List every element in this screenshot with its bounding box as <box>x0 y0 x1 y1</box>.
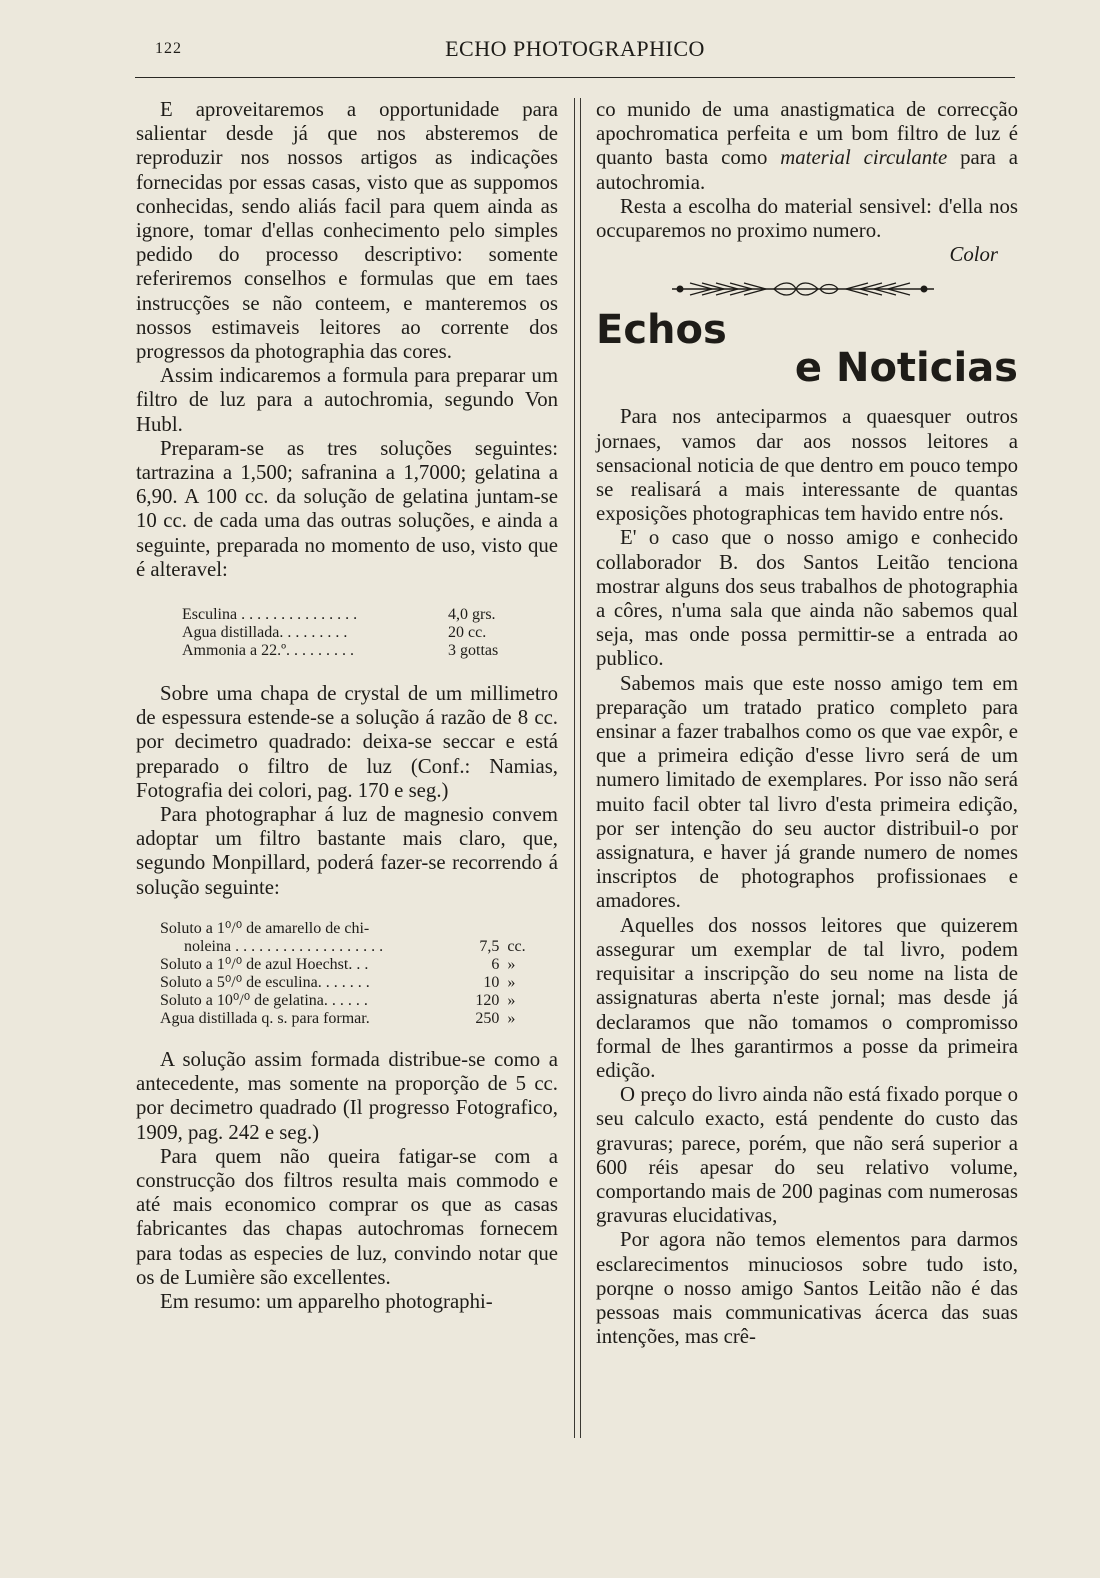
paragraph: Sabemos mais que este nosso amigo tem em preparação um tratado pratico completo para ensinar a fazer trabalhos como os que vae expôr, e que a primeira edição d'esse livro será de um numero limitado de exemplares. Por isso não será muito facil obter tal livro d'esta primeira edição, por ser intenção do seu auctor distribuil-o por assignatura, e haver já grande numero de nomes inscriptos de photographos profissionaes e amadores. <box>596 671 1018 913</box>
paragraph: Para quem não queira fatigar-se com a construcção dos filtros resulta mais commodo e até mais economico comprar os que as casas fabricantes das chapas autochromas fornecem para todas as especies de luz, convindo notar que os de Lumière são excellentes. <box>136 1144 558 1289</box>
recipe-table-esculina <box>182 606 530 660</box>
paragraph-text: para a autochromia. <box>596 146 1018 194</box>
ingredient-unit <box>507 920 540 938</box>
right-column <box>596 98 1018 1349</box>
paragraph: Resta a escolha do material sensivel: d'ella nos occuparemos no proximo numero. <box>596 194 1018 243</box>
paragraph: Em resumo: um apparelho photographi- <box>160 1289 493 1313</box>
ingredient-quantity: 7,5 <box>479 937 500 955</box>
author-signature: Color <box>949 243 998 267</box>
ingredient-name: Esculina . . . . . . . . . . . . . . . <box>182 606 358 624</box>
ingredient-unit: » <box>507 955 516 973</box>
recipe-row <box>160 920 540 938</box>
ingredient-quantity: 250 <box>475 1009 500 1027</box>
column-divider <box>580 98 581 1438</box>
recipe-row <box>182 624 530 642</box>
recipe-row <box>160 956 540 974</box>
recipe-row <box>160 1010 540 1028</box>
section-heading-line: e Noticias <box>794 345 1018 392</box>
page-header <box>135 36 1015 70</box>
paragraph: O preço do livro ainda não está fixado porque o seu calculo exacto, está pendente do custo das gravuras; parece, porém, que não será superior a 600 réis apesar do seu relativo volume, comportando mais de 200 paginas com numerosas gravuras elucidativas, <box>596 1083 1018 1228</box>
ingredient-name: Soluto a 1⁰/⁰ de amarello de chi- <box>160 919 370 937</box>
ingredient-name: Soluto a 10⁰/⁰ de gelatina. . . . . . <box>160 991 368 1009</box>
recipe-row <box>160 974 540 992</box>
ingredient-name: Soluto a 1⁰/⁰ de azul Hoechst. . . <box>160 955 369 973</box>
recipe-table-magnesio <box>160 920 540 1028</box>
paragraph-text: co munido de uma anastigmatica de correcção apochromatica perfeita e um bom filtro de luz é quanto basta como <box>596 98 1018 170</box>
ornamental-divider <box>672 281 1018 297</box>
paragraph: Preparam-se as tres soluções seguintes: tartrazina a 1,500; safranina a 1,7000; gelatina a 6,90. A 100 cc. da solução de gelatina juntam-se 10 cc. de cada uma das outras soluções, e ainda a seguinte, preparada no momento de uso, visto que é alteravel: <box>136 436 558 581</box>
ingredient-quantity <box>461 920 508 938</box>
column-divider <box>574 98 575 1438</box>
paragraph: Para nos anteciparmos a quaesquer outros jornaes, vamos dar aos nossos leitores a sensacional noticia de que dentro em pouco tempo se realisará a mais interessante de quantas exposições photographicas tem havido entre nós. <box>596 405 1018 526</box>
ingredient-unit: » <box>507 1009 516 1027</box>
recipe-row <box>160 938 540 956</box>
ingredient-quantity: 120 <box>475 991 500 1009</box>
ingredient-name: noleina . . . . . . . . . . . . . . . . . . . <box>184 937 384 955</box>
ingredient-quantity: 6 <box>491 955 500 973</box>
paragraph: Para photographar á luz de magnesio convem adoptar um filtro bastante mais claro, que, segundo Monpillard, poderá fazer-se recorrendo á solução seguinte: <box>136 803 558 899</box>
page-number: 122 <box>155 40 182 57</box>
paragraph: A solução assim formada distribue-se como a antecedente, mas somente na proporção de 5 cc. por decimetro quadrado (Il progresso Fotografico, 1909, pag. 242 e seg.) <box>136 1047 558 1144</box>
section-heading <box>596 307 1018 392</box>
paragraph: Assim indicaremos a formula para preparar um filtro de luz para a autochromia, segundo Von Hubl. <box>136 364 558 436</box>
ingredient-quantity: 10 <box>483 973 500 991</box>
ingredient-quantity: 4,0 grs. <box>448 606 496 624</box>
ingredient-name: Agua distillada. . . . . . . . . <box>182 624 348 642</box>
paragraph: Sobre uma chapa de crystal de um millimetro de espessura estende-se a solução á razão de 8 cc. por decimetro quadrado: deixa-se seccar e está preparado o filtro de luz (Conf.: Namias, Fotografia dei colori, pag. 170 e seg.) <box>136 682 558 802</box>
ingredient-unit: » <box>507 973 516 991</box>
paragraph <box>596 98 1018 195</box>
ingredient-quantity: 3 gottas <box>448 642 499 660</box>
ingredient-name: Agua distillada q. s. para formar. <box>160 1009 370 1027</box>
ingredient-unit: cc. <box>507 937 526 955</box>
italic-term: material circulante <box>780 146 948 170</box>
recipe-row <box>182 606 530 624</box>
paragraph: Aquelles dos nossos leitores que quizerem assegurar um exemplar de tal livro, podem requisitar a inscripção do seu nome na lista de assignaturas aberta n'este jornal; mas desde já declaramos que não tomamos o compromisso formal de lhes garantirmos a posse da primeira edição. <box>596 913 1018 1082</box>
recipe-row <box>182 642 530 660</box>
section-heading-line: Echos <box>596 307 727 354</box>
header-rule <box>135 77 1015 78</box>
ingredient-quantity: 20 cc. <box>448 624 487 642</box>
ingredient-unit: » <box>507 991 516 1009</box>
ingredient-name: Ammonia a 22.º. . . . . . . . . <box>182 642 355 660</box>
paragraph: E aproveitaremos a opportunidade para salientar desde já que nos absteremos de reproduzir nos nossos artigos as indicações fornecidas por essas casas, visto que as suppomos conhecidas, sendo aliás facil para quem ainda as ignore, tomar d'ellas conhecimento pelo simples pedido do processo descriptivo: somente referiremos conselhos e formulas que em taes instrucções se não conteem, e manteremos os nossos estimaveis leitores ao corrente dos progressos da photographia das cores. <box>136 98 558 364</box>
paragraph: Por agora não temos elementos para darmos esclarecimentos minuciosos sobre tudo isto, porqne o nosso amigo Santos Leitão não é das pessoas mais communicativas ácerca das suas intenções, mas crê- <box>596 1228 1018 1349</box>
paragraph: E' o caso que o nosso amigo e conhecido collaborador B. dos Santos Leitão tenciona mostrar alguns dos seus trabalhos de photographia a côres, n'uma sala que ainda não sabemos qual seja, mas onde possa permittir-se a entrada ao publico. <box>596 526 1018 671</box>
recipe-row <box>160 992 540 1010</box>
running-title: ECHO PHOTOGRAPHICO <box>445 36 705 61</box>
left-column <box>136 98 558 1314</box>
ornament-rule-icon <box>672 281 942 297</box>
ingredient-name: Soluto a 5⁰/⁰ de esculina. . . . . . . <box>160 973 370 991</box>
